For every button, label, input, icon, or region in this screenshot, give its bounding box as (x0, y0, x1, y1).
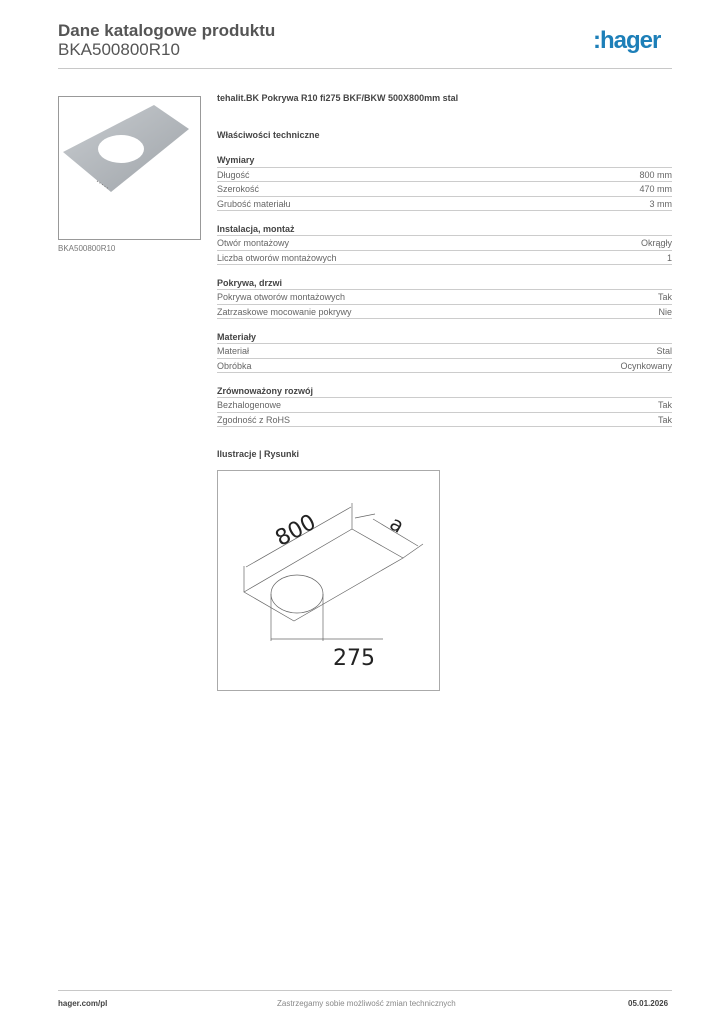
spec-label: Pokrywa otworów montażowych (217, 292, 346, 302)
spec-label: Szerokość (217, 184, 260, 194)
technical-specs (217, 153, 672, 438)
spec-label: Bezhalogenowe (217, 400, 282, 410)
spec-label: Liczba otworów montażowych (217, 252, 337, 263)
spec-value: Tak (657, 414, 672, 425)
spec-label: Zgodność z RoHS (217, 414, 291, 425)
dimension-drawing (217, 470, 440, 691)
spec-value: Tak (657, 400, 672, 410)
spec-section (217, 153, 672, 211)
footer-note: Zastrzegamy sobie możliwość zmian technicznych (277, 999, 456, 1008)
spec-row (217, 290, 672, 305)
spec-section (217, 330, 672, 374)
spec-value: Ocynkowany (620, 360, 672, 371)
section-heading: Zrównoważony rozwój (217, 384, 672, 399)
spec-label: Otwór montażowy (217, 238, 290, 248)
section-heading: Wymiary (217, 153, 672, 168)
section-heading: Materiały (217, 330, 672, 345)
hager-logo: :hager (593, 27, 661, 54)
spec-value: 1 (666, 252, 672, 263)
spec-row (217, 344, 672, 359)
spec-value: Nie (658, 306, 672, 317)
plate-outline (244, 529, 403, 621)
dim-length-label: 800 (271, 509, 321, 552)
spec-row (217, 251, 672, 266)
spec-value: Stal (656, 346, 672, 356)
product-image (58, 96, 201, 240)
spec-section (217, 222, 672, 266)
spec-value: 800 mm (639, 169, 672, 180)
properties-heading: Właściwości techniczne (217, 130, 320, 140)
spec-value: Okrągły (640, 238, 672, 248)
product-name: tehalit.BK Pokrywa R10 fi275 BKF/BKW 500X800mm stal (217, 93, 459, 103)
footer-url[interactable]: hager.com/pl (58, 999, 108, 1008)
product-code: BKA500800R10 (58, 40, 180, 59)
footer-date: 05.01.2026 (628, 999, 669, 1008)
spec-section (217, 276, 672, 320)
spec-value: Tak (657, 292, 672, 302)
spec-label: Materiał (217, 346, 250, 356)
dim-width-label: a (385, 510, 409, 538)
spec-section (217, 384, 672, 428)
footer-divider (58, 990, 672, 991)
spec-row (217, 398, 672, 413)
spec-row (217, 168, 672, 183)
illustrations-heading: Ilustracje | Rysunki (217, 449, 300, 459)
spec-label: Długość (217, 169, 250, 180)
section-heading: Pokrywa, drzwi (217, 276, 672, 291)
spec-value: 470 mm (639, 184, 672, 194)
spec-row (217, 236, 672, 251)
hole-outline (271, 575, 323, 613)
dim-hole-label: 275 (333, 646, 375, 671)
section-heading: Instalacja, montaż (217, 222, 672, 237)
spec-label: Zatrzaskowe mocowanie pokrywy (217, 306, 352, 317)
spec-label: Obróbka (217, 360, 252, 371)
spec-row (217, 359, 672, 374)
header-divider (58, 68, 672, 69)
spec-label: Grubość materiału (217, 198, 291, 209)
spec-row (217, 197, 672, 212)
product-image-label: BKA500800R10 (58, 244, 116, 253)
page-title: Dane katalogowe produktu (58, 21, 276, 40)
spec-row (217, 413, 672, 428)
spec-value: 3 mm (649, 198, 672, 209)
spec-row (217, 182, 672, 197)
spec-row (217, 305, 672, 320)
